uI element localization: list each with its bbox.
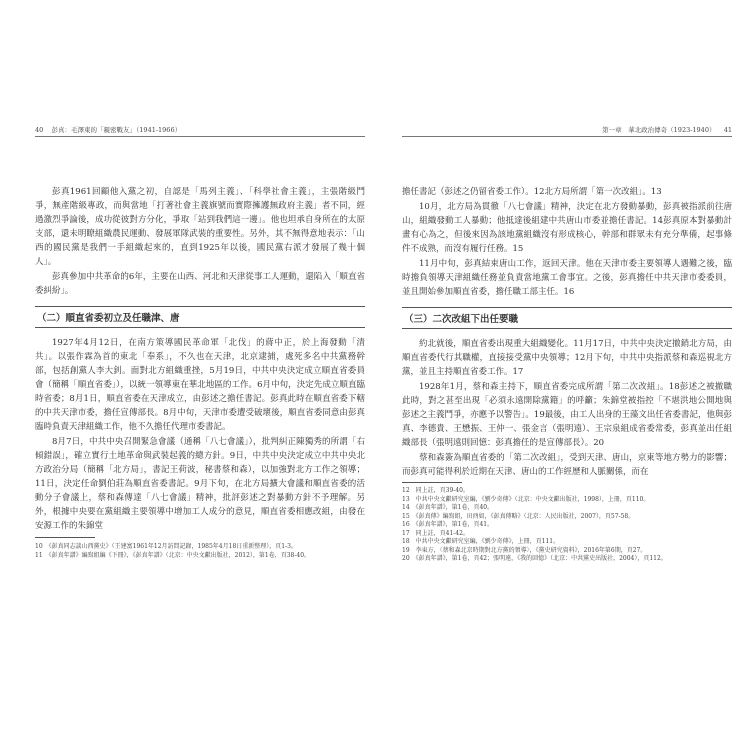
footnote: 20 《彭真年譜》，第1卷，頁42；張明遠，《我的回憶》（北京：中共黨史出版社，2004），頁112。: [402, 555, 667, 562]
section-title: （三）二次改組下出任要職: [402, 307, 732, 329]
paragraph: 1928年1月，蔡和森主持下，順直省委完成所謂「第二次改組」。18彭述之被撤職此時，對之甚至出現「必須永遠開除黨籍」的呼籲；朱錦堂被指控「不堪洪地公開地與彭述之主義鬥爭，亦應予以警告」。19最後，由工人出身的王藻文出任省委書記，他與彭真、李德貴、王懋振、王仲一、張金言（張明遠）、王宗泉組成省委常委，彭真並出任組織部長（張明遠則回憶：彭真擔任的是宣傳部長）。20: [402, 382, 732, 448]
right-body: [402, 185, 732, 480]
left-running-head: [35, 125, 365, 137]
footnote: 15 《彭真傳》編寫組，田酉如，《彭真傳略》（北京：人民出版社，2007），頁57-58。: [402, 512, 635, 520]
section-title: （二）順直省委初立及任職津、唐: [35, 306, 365, 328]
footnote: 17 同上註，頁41-42。: [402, 529, 469, 537]
footnote-rule: [35, 537, 95, 538]
right-page-number: 41: [723, 126, 732, 134]
chapter-title: 第一章 華北政治傳奇（1923-1940）: [602, 126, 716, 134]
footnote-rule: [402, 482, 462, 483]
footnote: 12 同上註，頁39-40。: [402, 487, 469, 494]
left-page-number: 40: [35, 126, 44, 134]
footnote: 18 中共中央文獻研究室編，《劉少奇傳》，上冊，頁111。: [402, 538, 560, 545]
paragraph: 約北就後，順直省委出現重大組織變化。11月17日，中共中央決定撤銷北方局，由順直省委代行其職權，直接接受黨中央領導；12月下旬，中共中央指派蔡和森巡視北方黨，並且主持順直省委工作。17: [402, 339, 732, 377]
paragraph: 彭真參加中共革命的6年，主要在山西、河北和天津從事工人運動，還陷入「順直省委糾紛」。: [35, 272, 365, 296]
footnote: 11 《彭真年譜》編寫組編《下冊》，《彭真年譜》（北京：中央文獻出版社，2012），第1卷，頁38-40。: [35, 551, 311, 559]
paragraph: 8月7日，中共中央召開緊急會議（通稱「八七會議」），批判糾正陳獨秀的所謂「右傾錯誤」，確立實行土地革命與武裝起義的總方針。9日，中共中央決定成立中共中央北方政治分局（簡稱「北方局」，書記王荷波，秘書蔡和森），以加強對北方工作之領導；11日，決定任命劉伯莊為順直省委書記。9月下旬，在北方局擴大會議和順直省委的活動分子會議上，蔡和森傳達「八七會議」精神，批評彭述之對暴動方針不予理解。另外，根據中央要在黨組織主要領導中增加工人成分的意見，順直省委相應改組，由發在安源工作的朱錦堂: [35, 437, 365, 531]
footnote: 13 中共中央文獻研究室編，《劉少奇傳》（北京：中央文獻出版社，1998），上冊，頁110。: [402, 495, 650, 503]
paragraph: 10月，北方局為貫徹「八七會議」精神，決定在北方發動暴動，彭真被指派前往唐山，組織發動工人暴動；他抵達後組建中共唐山市委並擔任書記。14彭真原本對暴動計畫有心為之，但後來因為該地黨組織沒有形成核心，幹部和群眾未有充分準備，起事條件不成熟，而沒有履行任務。15: [402, 202, 732, 254]
paragraph: 蔡和森簽為順直省委的「第二次改組」，受到天津、唐山，京東等地方勢力的影響；而彭真可能得利於近期在天津、唐山的工作經歷和人脈關係，而在: [402, 453, 732, 477]
footnote: 14 《彭真年譜》，第1卷，頁40。: [402, 504, 494, 511]
paragraph: 彭真1961回顧他入黨之初，自認是「馬列主義」、「科學社會主義」，主張階級鬥爭，無產階級專政，而與當地「打著社會主義旗號而實際擁護無政府主義」者不同，經過激烈爭論後，成功從彼對方分化，爭取「站到我們這一邊」。他也坦承自身所在的太原支部，還未明瞭組織農民運動、發展軍隊武裝的重要性。另外，其不無得意地表示：「山西的國民黨是我們一手組織起來的，直到1925年以後，國民黨右派才發展了幾十個人」。: [35, 187, 365, 267]
left-footnotes: [35, 543, 365, 560]
footnote: 16 《彭真年譜》，第1卷，頁41。: [402, 521, 494, 528]
book-title: 彭真：毛澤東的「親密戰友」（1941-1966）: [51, 126, 182, 134]
right-running-head: [402, 125, 732, 137]
right-page: [402, 125, 732, 595]
left-page: [35, 125, 365, 595]
footnote: 19 李東方，〈蔡和森北京時期對北方黨的領導〉，《黨史研究資料》，2016年第6期，頁27。: [402, 546, 647, 554]
header-rule: [402, 136, 732, 137]
right-footnotes: [402, 487, 732, 564]
left-body: [35, 185, 365, 534]
paragraph: 1927年4月12日，在南方策導國民革命軍「北伐」的蔣中正，於上海發動「清共」。以張作霖為首的東北「奉系」，不久也在天津，北京逮捕，處死多名中共黨務幹部，包括創黨人李大釗。面對北方組織重挫，5月19日，中共中央決定成立順直省委員會（簡稱「順直省委」），以統一領導東在華北地區的工作。6月中旬，決定先成立順直臨時省委；8月1日，順直省委在天津成立，由彭述之擔任書記。彭真此時在順直省委下轄的中共天津市委，擔任宣傳部長。8月中旬，天津市委遭受破壞後，順直省委同意由彭真臨時負責天津組織工作，他不久擔任代理市委書記。: [35, 338, 365, 432]
footnote: 10 《彭真同志談山西黨史》（王建富1961年12月訪問記錄，1985年4月18日重新整理），頁1-3。: [35, 543, 297, 550]
paragraph: 擔任書記（彭述之仍留省委工作）。12北方局所謂「第一次改組」。13: [402, 187, 662, 197]
header-rule: [35, 136, 365, 137]
paragraph: 11月中旬，彭真結束唐山工作，返回天津。他在天津市委主要領導人遇難之後，臨時擔負領導天津組織任務並負責當地黨工會事宜。之後，彭真擔任中共天津市委委員，並且開始參加順直省委，擔任職工部主任。16: [402, 259, 732, 297]
